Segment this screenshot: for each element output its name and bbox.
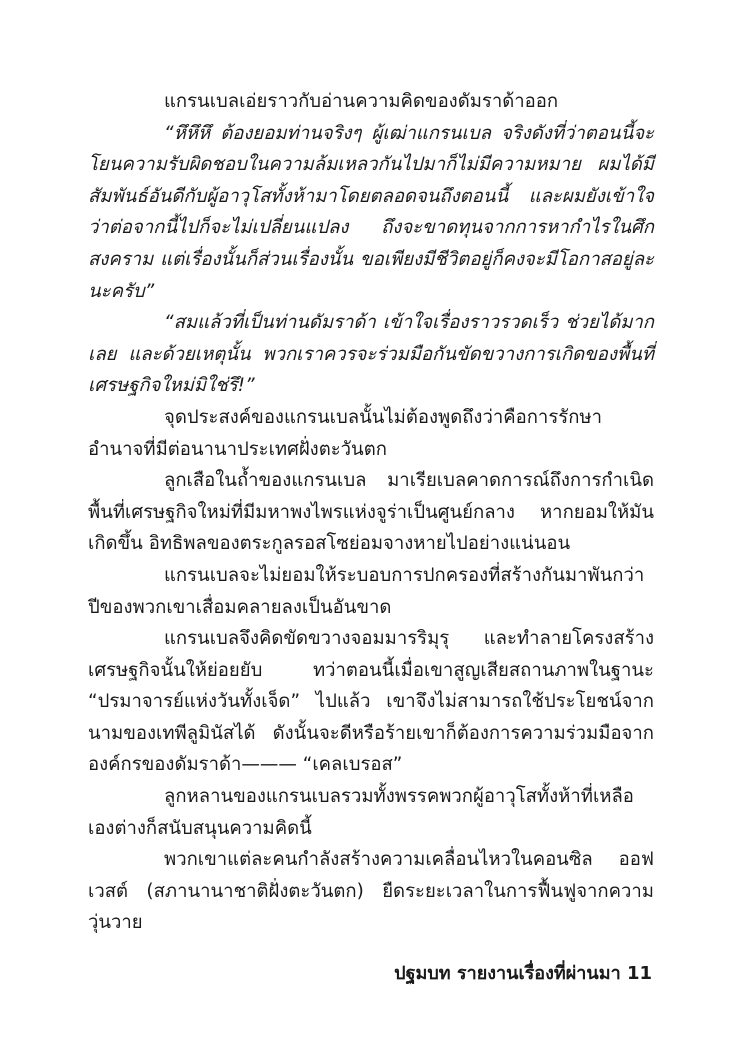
paragraph-4: จุดประสงค์ของแกรนเบลนั้นไม่ต้องพูดถึงว่าคือการรักษาอำนาจที่มีต่อนานาประเทศฝั่งตะวันตก xyxy=(88,406,602,460)
paragraph-5: ลูกเสือในถ้ำของแกรนเบล มาเรียเบลคาดการณ์ถึงการกำเนิดพื้นที่เศรษฐกิจใหม่ที่มีมหาพงไพรแห่งจูร่าเป็นศูนย์กลาง หากยอมให้มันเกิดขึ้น อิทธิพลของตระกูลรอสโซย่อมจางหายไปอย่างแน่นอน xyxy=(88,470,654,555)
paragraph-2-dialogue: “หึหึหึ ต้องยอมท่านจริงๆ ผู้เฒ่าแกรนเบล จริงดังที่ว่าตอนนี้จะโยนความรับผิดชอบในความล้มเหลวกันไปมาก็ไม่มีความหมาย ผมได้มีสัมพันธ์อันดีกับผู้อาวุโสทั้งห้ามาโดยตลอดจนถึงตอนนี้ และผมยังเข้าใจว่าต่อจากนี้ไปก็จะไม่เปลี่ยนแปลง ถึงจะขาดทุนจากการหากำไรในศึกสงคราม แต่เรื่องนั้นก็ส่วนเรื่องนั้น ขอเพียงมีชีวิตอยู่ก็คงจะมีโอกาสอยู่ละนะครับ” xyxy=(88,122,654,302)
paragraph-9: พวกเขาแต่ละคนกำลังสร้างความเคลื่อนไหวในคอนซิล ออฟ เวสต์ (สภานานาชาติฝั่งตะวันตก) ยืดระยะเวลาในการฟื้นฟูจากความวุ่นวาย xyxy=(88,849,654,934)
page-footer: ปฐมบท รายงานเรื่องที่ผ่านมา 11 xyxy=(394,963,652,984)
document-body xyxy=(88,86,654,939)
paragraph-6: แกรนเบลจะไม่ยอมให้ระบอบการปกครองที่สร้างกันมาพันกว่าปีของพวกเขาเสื่อมคลายลงเป็นอันขาด xyxy=(88,564,645,618)
paragraph-7: แกรนเบลจึงคิดขัดขวางจอมมารริมุรุ และทำลายโครงสร้างเศรษฐกิจนั้นให้ย่อยยับ ทว่าตอนนี้เมื่อเขาสูญเสียสถานภาพในฐานะ “ปรมาจารย์แห่งวันทั้งเจ็ด” ไปแล้ว เขาจึงไม่สามารถใช้ประโยชน์จากนามของเทพีลูมินัสได้ ดังนั้นจะดีหรือร้ายเขาก็ต้องการความร่วมมือจากองค์กรของดัมราด้า——— “เคลเบรอส” xyxy=(88,628,654,776)
paragraph-3-dialogue: “สมแล้วที่เป็นท่านดัมราด้า เข้าใจเรื่องราวรวดเร็ว ช่วยได้มากเลย และด้วยเหตุนั้น พวกเราควรจะร่วมมือกันขัดขวางการเกิดของพื้นที่เศรษฐกิจใหม่มิใช่รึ!” xyxy=(88,312,654,397)
paragraph-8: ลูกหลานของแกรนเบลรวมทั้งพรรคพวกผู้อาวุโสทั้งห้าที่เหลือเองต่างก็สนับสนุนความคิดนี้ xyxy=(88,786,634,839)
paragraph-1: แกรนเบลเอ่ยราวกับอ่านความคิดของดัมราด้าออก xyxy=(164,91,559,112)
